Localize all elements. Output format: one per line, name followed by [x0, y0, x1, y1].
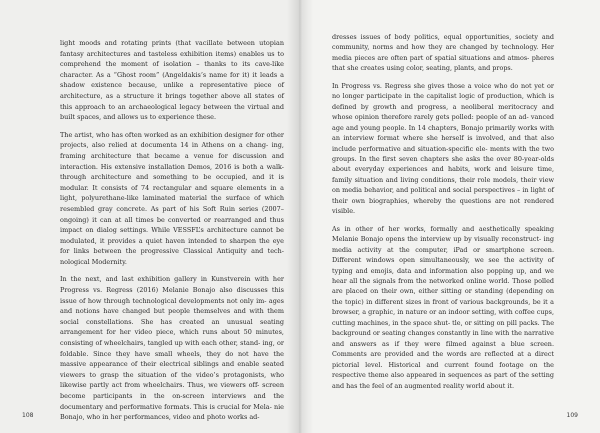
right-page-number: 109: [566, 412, 578, 419]
left-paragraph-3: In the next, and last exhibition gallery in Kunstverein with her Progress vs. Regress (2016) Melanie Bonajo also discusses this issue of how through technological developments not only im- ages and notions have changed but people themselves and with them social constellations. She has created an unusual seating arrangement for her video piece, which runs about 50 minutes, consisting of wheelchairs, tangled up with each other, stand- ing, or foldable. Since they have small wheels, they do not have the massive appearance of their electrical siblings and enable seated viewers to grasp the situation of the video’s protagonists, who likewise partly act from wheelchairs. Thus, we viewers off- screen become participants in the on-screen interviews and the documentary and performative formats. This is crucial for Mela- nie Bonajo, who in her performances, video and photo works ad-: [60, 275, 284, 422]
left-page-number: 108: [22, 412, 34, 419]
left-paragraph-1: light moods and rotating prints (that vacillate between utopian fantasy architectures and tasteless exhibition items) enables us to comprehend the moment of isolation – thanks to its cave-like character. As a “Ghost room” (Angeldakis’s name for it) it leads a shadow existence because, unlike a representative piece of architecture, as a structure it brings together above all states of this approach to an archaeological legacy between the virtual and built spaces, and allows us to experience these.: [60, 39, 284, 122]
right-page: [300, 0, 600, 433]
right-paragraph-3: As in other of her works, formally and aesthetically speaking Melanie Bonajo opens the interview up by visually reconstruct- ing media activity at the computer, iPad or smartphone screen. Different windows open simultaneously, we see the activity of typing and emojis, data and information also popping up, and we hear all the signals from the networked online world. Those polled are placed on their own, either sitting or standing (depending on the topic) in different sizes in front of various backgrounds, be it a browser, a graphic, in nature or an indoor setting, with coffee cups, cutting machines, in the space shut- tle, or sitting on pill packs. The background or seating changes constantly in line with the narrative and answers as if they were filmed against a blue screen. Comments are provided and the words are reflected at a direct pictorial level. Historical and current found footage on the respective theme also appeared in sequences as part of the setting and has the feel of an augmented reality world about it.: [332, 224, 554, 390]
right-paragraph-1: dresses issues of body politics, equal opportunities, society and community, norms and how they are changed by technology. Her media pieces are often part of spatial situations and atmos- pheres that she creates using color, seating, plants, and props.: [332, 33, 554, 73]
left-paragraph-2: The artist, who has often worked as an exhibition designer for other projects, also relied at documenta 14 in Athens on a chang- ing, framing architecture that became a venue for discussion and interaction. His extensive installation Demos, 2016 is both a walk-through architecture and something to be occupied, and it is modular. It consists of 74 rectangular and square elements in a light, polyurethane-like laminated material the surface of which resembled gray concrete. As part of his Soft Ruin series (2007–ongoing) it can at all times be converted or rearranged and thus impact on dialog settings. While VESSFL’s architecture cannot be modulated, it provides a quiet haven intended to sharpen the eye for links between the progressive Classical Antiquity and tech- nological Modernity.: [60, 130, 284, 266]
right-paragraph-2: In Progress vs. Regress she gives those a voice who do not yet or no longer participate in the capitalist logic of production, which is defined by growth and progress, a neoliberal meritocracy and whose opinion therefore rarely gets polled: people of an ad- vanced age and young people. In 14 chapters, Bonajo primarily works with an interview format where she herself is involved, and that also include performative and situation-specific ele- ments with the two groups. In the first seven chapters she asks the over 80-year-olds about everyday experiences and habits, work and leisure time, family situation and living conditions, their role models, their view on media behavior, and political and social perspectives – in light of their own biographies, whereby the questions are not rendered visible.: [332, 81, 554, 216]
book-gutter: [287, 0, 313, 433]
